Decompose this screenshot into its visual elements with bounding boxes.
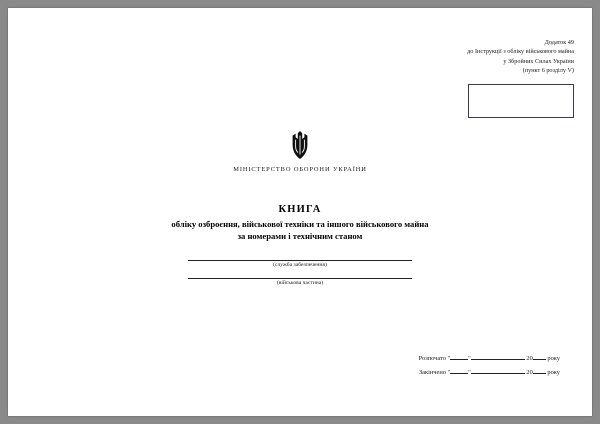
start-year-suffix: року bbox=[547, 355, 560, 362]
service-field-caption: (служба забезпечення) bbox=[273, 262, 327, 268]
start-month-field[interactable] bbox=[471, 359, 525, 360]
appendix-line-2: до Інструкції з обліку військового майна bbox=[467, 48, 574, 56]
start-year-prefix: 20 bbox=[526, 355, 533, 362]
unit-field-line[interactable] bbox=[188, 278, 412, 279]
end-date-label: Закінчено " bbox=[418, 369, 451, 377]
date-fields bbox=[419, 352, 560, 380]
appendix-line-1: Додаток 49 bbox=[544, 39, 574, 46]
page-subtitle-line-2: за номерами і технічним станом bbox=[237, 231, 363, 241]
end-year-prefix: 20 bbox=[526, 369, 533, 377]
ministry-name: МІНІСТЕРСТВО ОБОРОНИ УКРАЇНИ bbox=[233, 166, 367, 173]
page-subtitle-line-1: обліку озброєння, військової техніки та іншого військового майна bbox=[171, 219, 429, 229]
document-page bbox=[8, 8, 592, 416]
start-year-field[interactable] bbox=[533, 359, 546, 360]
service-field-line[interactable] bbox=[188, 260, 412, 261]
stamp-box bbox=[468, 84, 574, 118]
start-date-row[interactable] bbox=[419, 352, 560, 366]
end-month-field[interactable] bbox=[471, 373, 525, 374]
end-date-row[interactable] bbox=[419, 366, 560, 380]
appendix-reference bbox=[314, 38, 574, 75]
start-day-field[interactable] bbox=[450, 359, 468, 360]
end-day-field[interactable] bbox=[450, 373, 468, 374]
end-year-suffix: року bbox=[547, 369, 560, 377]
title-block bbox=[8, 204, 592, 241]
appendix-line-4: (пункт 6 розділу V) bbox=[522, 66, 574, 74]
ukraine-trident-emblem-icon bbox=[8, 130, 592, 165]
start-quote-close: " bbox=[468, 355, 471, 362]
unit-field-caption: (військова частина) bbox=[276, 280, 324, 286]
end-quote-close: " bbox=[468, 369, 471, 377]
start-date-label: Розпочато " bbox=[418, 355, 451, 362]
end-year-field[interactable] bbox=[533, 373, 546, 374]
page-title: КНИГА bbox=[278, 204, 322, 215]
appendix-line-3: у Збройних Силах України bbox=[503, 57, 574, 65]
